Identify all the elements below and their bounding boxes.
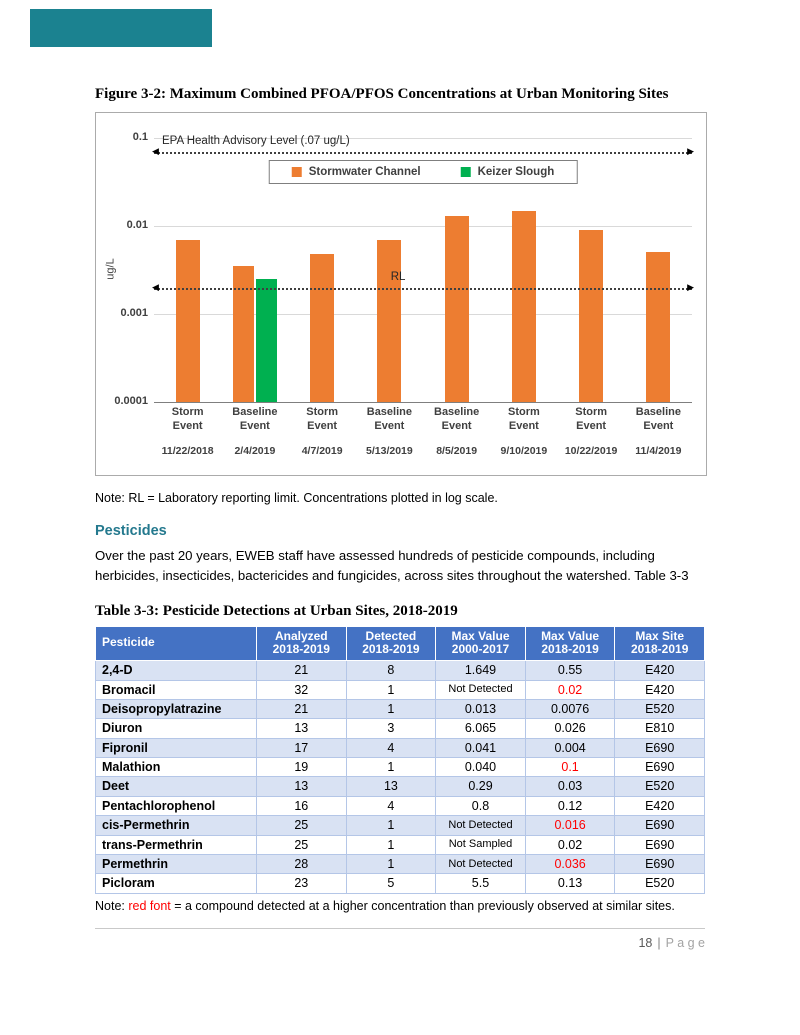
pesticide-name-cell: Fipronil — [96, 738, 257, 757]
annotation-line-epa-health-advisory-le — [152, 145, 694, 156]
value-cell: 25 — [257, 816, 347, 835]
value-cell: E420 — [615, 661, 705, 680]
value-cell: E690 — [615, 758, 705, 777]
table-header-row — [96, 626, 705, 661]
chart-legend — [269, 160, 578, 184]
table-row — [96, 661, 705, 680]
column-header — [257, 626, 347, 661]
table-row — [96, 719, 705, 738]
value-cell: 0.026 — [525, 719, 615, 738]
value-cell: Not Detected — [436, 854, 526, 873]
value-cell: 21 — [257, 661, 347, 680]
y-tick-label: 0.01 — [126, 219, 148, 231]
date-label: 4/7/2019 — [301, 444, 343, 457]
table-row — [96, 835, 705, 854]
value-cell: 4 — [346, 796, 436, 815]
date-label: 10/22/2019 — [564, 444, 618, 457]
pesticide-name-cell: Diuron — [96, 719, 257, 738]
header-line1: Max Value — [451, 628, 510, 643]
value-cell: 23 — [257, 874, 347, 893]
right-arrow-icon: ▶ — [687, 145, 694, 156]
value-cell: 1.649 — [436, 661, 526, 680]
table-header — [96, 626, 705, 661]
annotation-label: RL — [390, 270, 406, 283]
value-cell: Not Detected — [436, 816, 526, 835]
value-cell: 8 — [346, 661, 436, 680]
legend-item — [292, 166, 421, 178]
value-cell: 1 — [346, 854, 436, 873]
value-cell: 0.12 — [525, 796, 615, 815]
event-label-line2: Event — [643, 420, 674, 433]
event-label-line1: Baseline — [635, 406, 681, 418]
value-cell: E520 — [615, 874, 705, 893]
value-cell: E690 — [615, 816, 705, 835]
value-cell: E690 — [615, 738, 705, 757]
value-cell: 1 — [346, 699, 436, 718]
value-cell: 19 — [257, 758, 347, 777]
value-cell: 1 — [346, 835, 436, 854]
value-cell: E690 — [615, 854, 705, 873]
value-cell: 0.02 — [525, 680, 615, 699]
date-label: 11/4/2019 — [635, 444, 682, 457]
pesticide-table — [95, 626, 705, 894]
value-cell: 0.55 — [525, 661, 615, 680]
table-row — [96, 816, 705, 835]
value-cell: E520 — [615, 777, 705, 796]
value-cell: 25 — [257, 835, 347, 854]
value-cell: 0.041 — [436, 738, 526, 757]
x-axis-labels — [96, 405, 706, 471]
stormwater-channel-swatch — [292, 167, 302, 177]
section-heading-pesticides: Pesticides — [95, 523, 167, 539]
y-axis-label: ug/L — [104, 258, 117, 280]
figure-title: Figure 3-2: Maximum Combined PFOA/PFOS Concentrations at Urban Monitoring Sites — [95, 86, 669, 102]
category-label — [490, 405, 557, 457]
table-note — [95, 899, 707, 913]
event-label-line1: Storm — [171, 406, 204, 418]
value-cell: 1 — [346, 758, 436, 777]
annotation-label: EPA Health Advisory Level (.07 ug/L) — [162, 134, 350, 147]
value-cell: 16 — [257, 796, 347, 815]
date-label: 9/10/2019 — [500, 444, 548, 457]
value-cell: 0.13 — [525, 874, 615, 893]
value-cell: 0.03 — [525, 777, 615, 796]
column-header — [346, 626, 436, 661]
value-cell: Not Detected — [436, 680, 526, 699]
category-label — [289, 405, 356, 457]
bar-stormwater-channel — [579, 230, 603, 402]
pesticide-name-cell: Permethrin — [96, 854, 257, 873]
pesticide-name-cell: Pentachlorophenol — [96, 796, 257, 815]
event-label-line2: Event — [374, 420, 405, 433]
event-label-line2: Event — [172, 420, 203, 433]
left-arrow-icon: ◀ — [152, 145, 159, 156]
header-line2: 2018-2019 — [272, 642, 330, 657]
pfoa-pfos-bar-chart — [95, 112, 707, 476]
column-header — [615, 626, 705, 661]
header-line1: Pesticide — [102, 635, 155, 650]
value-cell: 13 — [346, 777, 436, 796]
value-cell: 0.29 — [436, 777, 526, 796]
event-label-line1: Baseline — [232, 406, 278, 418]
value-cell: 28 — [257, 854, 347, 873]
bar-stormwater-channel — [445, 216, 469, 402]
event-label-line1: Baseline — [366, 406, 412, 418]
value-cell: 32 — [257, 680, 347, 699]
pesticide-name-cell: Malathion — [96, 758, 257, 777]
bar-stormwater-channel — [646, 252, 670, 402]
pesticide-name-cell: Deet — [96, 777, 257, 796]
table-row — [96, 699, 705, 718]
event-label-line2: Event — [576, 420, 607, 433]
legend-item — [461, 166, 555, 178]
event-label-line2: Event — [239, 420, 270, 433]
header-line1: Max Site — [635, 628, 685, 643]
value-cell: 0.02 — [525, 835, 615, 854]
value-cell: 0.013 — [436, 699, 526, 718]
date-label: 2/4/2019 — [234, 444, 276, 457]
pesticide-name-cell: Deisopropylatrazine — [96, 699, 257, 718]
date-label: 11/22/2018 — [161, 444, 214, 457]
header-line2: 2018-2019 — [541, 642, 599, 657]
table-row — [96, 854, 705, 873]
column-header — [96, 626, 257, 661]
pesticide-name-cell: trans-Permethrin — [96, 835, 257, 854]
red-font-term: red font — [128, 898, 171, 913]
page-content — [95, 86, 707, 913]
event-label-line2: Event — [307, 420, 338, 433]
header-line2: 2018-2019 — [630, 642, 689, 657]
left-arrow-icon: ◀ — [152, 281, 159, 292]
value-cell: 0.016 — [525, 816, 615, 835]
right-arrow-icon: ▶ — [687, 281, 694, 292]
legend-label: Keizer Slough — [477, 166, 555, 178]
value-cell: 0.040 — [436, 758, 526, 777]
table-row — [96, 758, 705, 777]
value-cell: Not Sampled — [436, 835, 526, 854]
date-label: 5/13/2019 — [366, 444, 413, 457]
event-label-line1: Storm — [575, 406, 608, 418]
table-row — [96, 738, 705, 757]
value-cell: 21 — [257, 699, 347, 718]
header-line2: 2018-2019 — [362, 642, 420, 657]
event-label-line1: Storm — [507, 406, 540, 418]
bar-stormwater-channel — [233, 266, 254, 402]
bar-stormwater-channel — [377, 240, 401, 402]
bar-stormwater-channel — [310, 254, 334, 402]
y-tick-label: 0.001 — [120, 307, 148, 319]
annotation-line-rl — [152, 281, 694, 292]
value-cell: 3 — [346, 719, 436, 738]
value-cell: E420 — [615, 796, 705, 815]
category-label — [221, 405, 288, 457]
bar-stormwater-channel — [512, 211, 536, 402]
value-cell: 17 — [257, 738, 347, 757]
value-cell: 0.1 — [525, 758, 615, 777]
header-line2: 2000-2017 — [451, 642, 510, 657]
footer-separator: | — [657, 936, 661, 950]
column-header — [525, 626, 615, 661]
value-cell: 0.004 — [525, 738, 615, 757]
pesticide-table-body — [96, 661, 705, 894]
value-cell: 5.5 — [436, 874, 526, 893]
category-label — [558, 405, 625, 457]
event-label-line2: Event — [508, 420, 539, 433]
event-label-line1: Baseline — [434, 406, 480, 418]
keizer-slough-swatch — [461, 167, 471, 177]
table-row — [96, 796, 705, 815]
category-label — [625, 405, 692, 457]
table-row — [96, 777, 705, 796]
plot-area — [114, 131, 694, 407]
value-cell: 4 — [346, 738, 436, 757]
legend-label: Stormwater Channel — [308, 166, 421, 178]
value-cell: 5 — [346, 874, 436, 893]
event-label-line2: Event — [441, 420, 472, 433]
category-label — [356, 405, 423, 457]
y-tick-label: 0.0001 — [114, 395, 148, 407]
value-cell: E810 — [615, 719, 705, 738]
bar-keizer-slough — [256, 279, 277, 402]
gridline — [154, 226, 692, 227]
value-cell: 1 — [346, 816, 436, 835]
value-cell: E420 — [615, 680, 705, 699]
y-tick-label: 0.1 — [132, 131, 148, 143]
column-header — [436, 626, 526, 661]
header-band — [30, 9, 212, 47]
page-footer — [95, 928, 705, 950]
value-cell: 13 — [257, 777, 347, 796]
pesticide-name-cell: cis-Permethrin — [96, 816, 257, 835]
date-label: 8/5/2019 — [436, 444, 478, 457]
table-row — [96, 680, 705, 699]
note-segment: = a compound detected at a higher concentration than previously observed at similar sites. — [170, 898, 675, 913]
gridline — [154, 402, 692, 403]
bar-stormwater-channel — [176, 240, 200, 402]
body-paragraph: Over the past 20 years, EWEB staff have assessed hundreds of pesticide compounds, including herbicides, insecticides, bactericides and fungicides, across sites throughout the watershed. Table 3-3 — [95, 548, 689, 583]
header-line1: Analyzed — [274, 628, 328, 643]
category-label — [423, 405, 490, 457]
value-cell: 6.065 — [436, 719, 526, 738]
figure-note: Note: RL = Laboratory reporting limit. Concentrations plotted in log scale. — [95, 491, 498, 505]
value-cell: 0.0076 — [525, 699, 615, 718]
header-line1: Max Value — [541, 628, 600, 643]
value-cell: 13 — [257, 719, 347, 738]
header-line1: Detected — [365, 628, 417, 643]
table-row — [96, 874, 705, 893]
page-number: 18 — [638, 936, 653, 950]
value-cell: 1 — [346, 680, 436, 699]
value-cell: 0.036 — [525, 854, 615, 873]
value-cell: 0.8 — [436, 796, 526, 815]
table-title: Table 3-3: Pesticide Detections at Urban Sites, 2018-2019 — [95, 602, 458, 619]
note-segment: Note: — [95, 898, 129, 913]
event-label-line1: Storm — [306, 406, 339, 418]
pesticide-name-cell: 2,4-D — [96, 661, 257, 680]
value-cell: E690 — [615, 835, 705, 854]
pesticide-name-cell: Picloram — [96, 874, 257, 893]
pesticide-name-cell: Bromacil — [96, 680, 257, 699]
value-cell: E520 — [615, 699, 705, 718]
category-label — [154, 405, 221, 457]
footer-page-word: P a g e — [665, 936, 705, 950]
